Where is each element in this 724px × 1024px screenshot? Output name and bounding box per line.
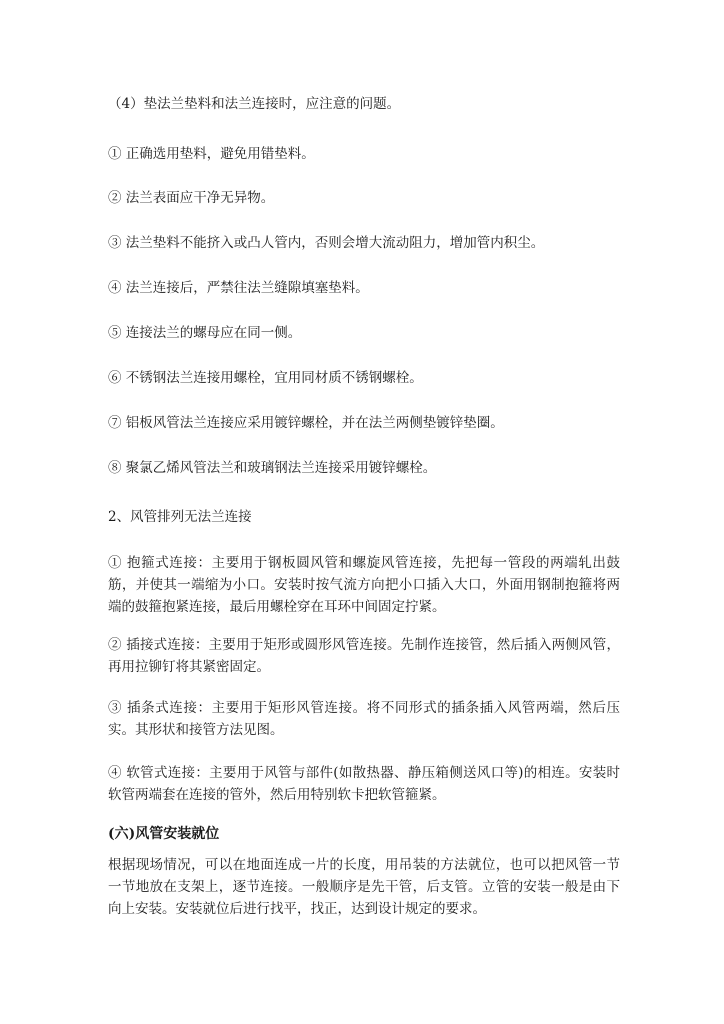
paragraph-hose-connection: ④ 软管式连接：主要用于风管与部件(如散热器、静压箱侧送风口等)的相连。安装时软管两端套在连接的管外，然后用特别软卡把软管箍紧。 [108,765,620,803]
list-item-3: ③ 法兰垫料不能挤入或凸人管内，否则会增大流动阻力，增加管内积尘。 [108,235,545,251]
list-item-6: ⑥ 不锈钢法兰连接用螺栓，宜用同材质不锈钢螺栓。 [108,370,423,386]
list-item-2: ② 法兰表面应干净无异物。 [108,190,275,206]
paragraph-installation: 根据现场情况，可以在地面连成一片的长度，用吊装的方法就位，也可以把风管一节一节地放在支架上，逐节连接。一般顺序是先干管，后支管。立管的安装一般是由下向上安装。安装就位后进行找平，找正，达到设计规定的要求。 [108,857,620,917]
paragraph-gasket-issues: （4）垫法兰垫料和法兰连接时，应注意的问题。 [108,96,401,112]
section-title-flangeless: 2、风管排列无法兰连接 [108,509,252,525]
list-item-5: ⑤ 连接法兰的螺母应在同一侧。 [108,325,302,341]
paragraph-strip-connection: ③ 插条式连接：主要用于矩形风管连接。将不同形式的插条插入风管两端，然后压实。其形状和接管方法见图。 [108,700,620,738]
section-heading-installation: (六)风管安装就位 [108,826,220,842]
list-item-1: ① 正确选用垫料，避免用错垫料。 [108,146,315,162]
list-item-4: ④ 法兰连接后，严禁往法兰缝隙填塞垫料。 [108,280,369,296]
paragraph-insert-connection: ② 插接式连接：主要用于矩形或圆形风管连接。先制作连接管，然后插入两侧风管，再用拉铆钉将其紧密固定。 [108,637,620,675]
paragraph-hoop-connection: ① 抱箍式连接：主要用于钢板圆风管和螺旋风管连接，先把每一管段的两端轧出鼓筋，并使其一端缩为小口。安装时按气流方向把小口插入大口，外面用钢制抱箍将两端的鼓箍抱紧连接，最后用螺栓穿在耳环中间固定拧紧。 [108,555,620,615]
list-item-7: ⑦ 铝板风管法兰连接应采用镀锌螺栓，并在法兰两侧垫镀锌垫圈。 [108,415,504,431]
list-item-8: ⑧ 聚氯乙烯风管法兰和玻璃钢法兰连接采用镀锌螺栓。 [108,460,437,476]
